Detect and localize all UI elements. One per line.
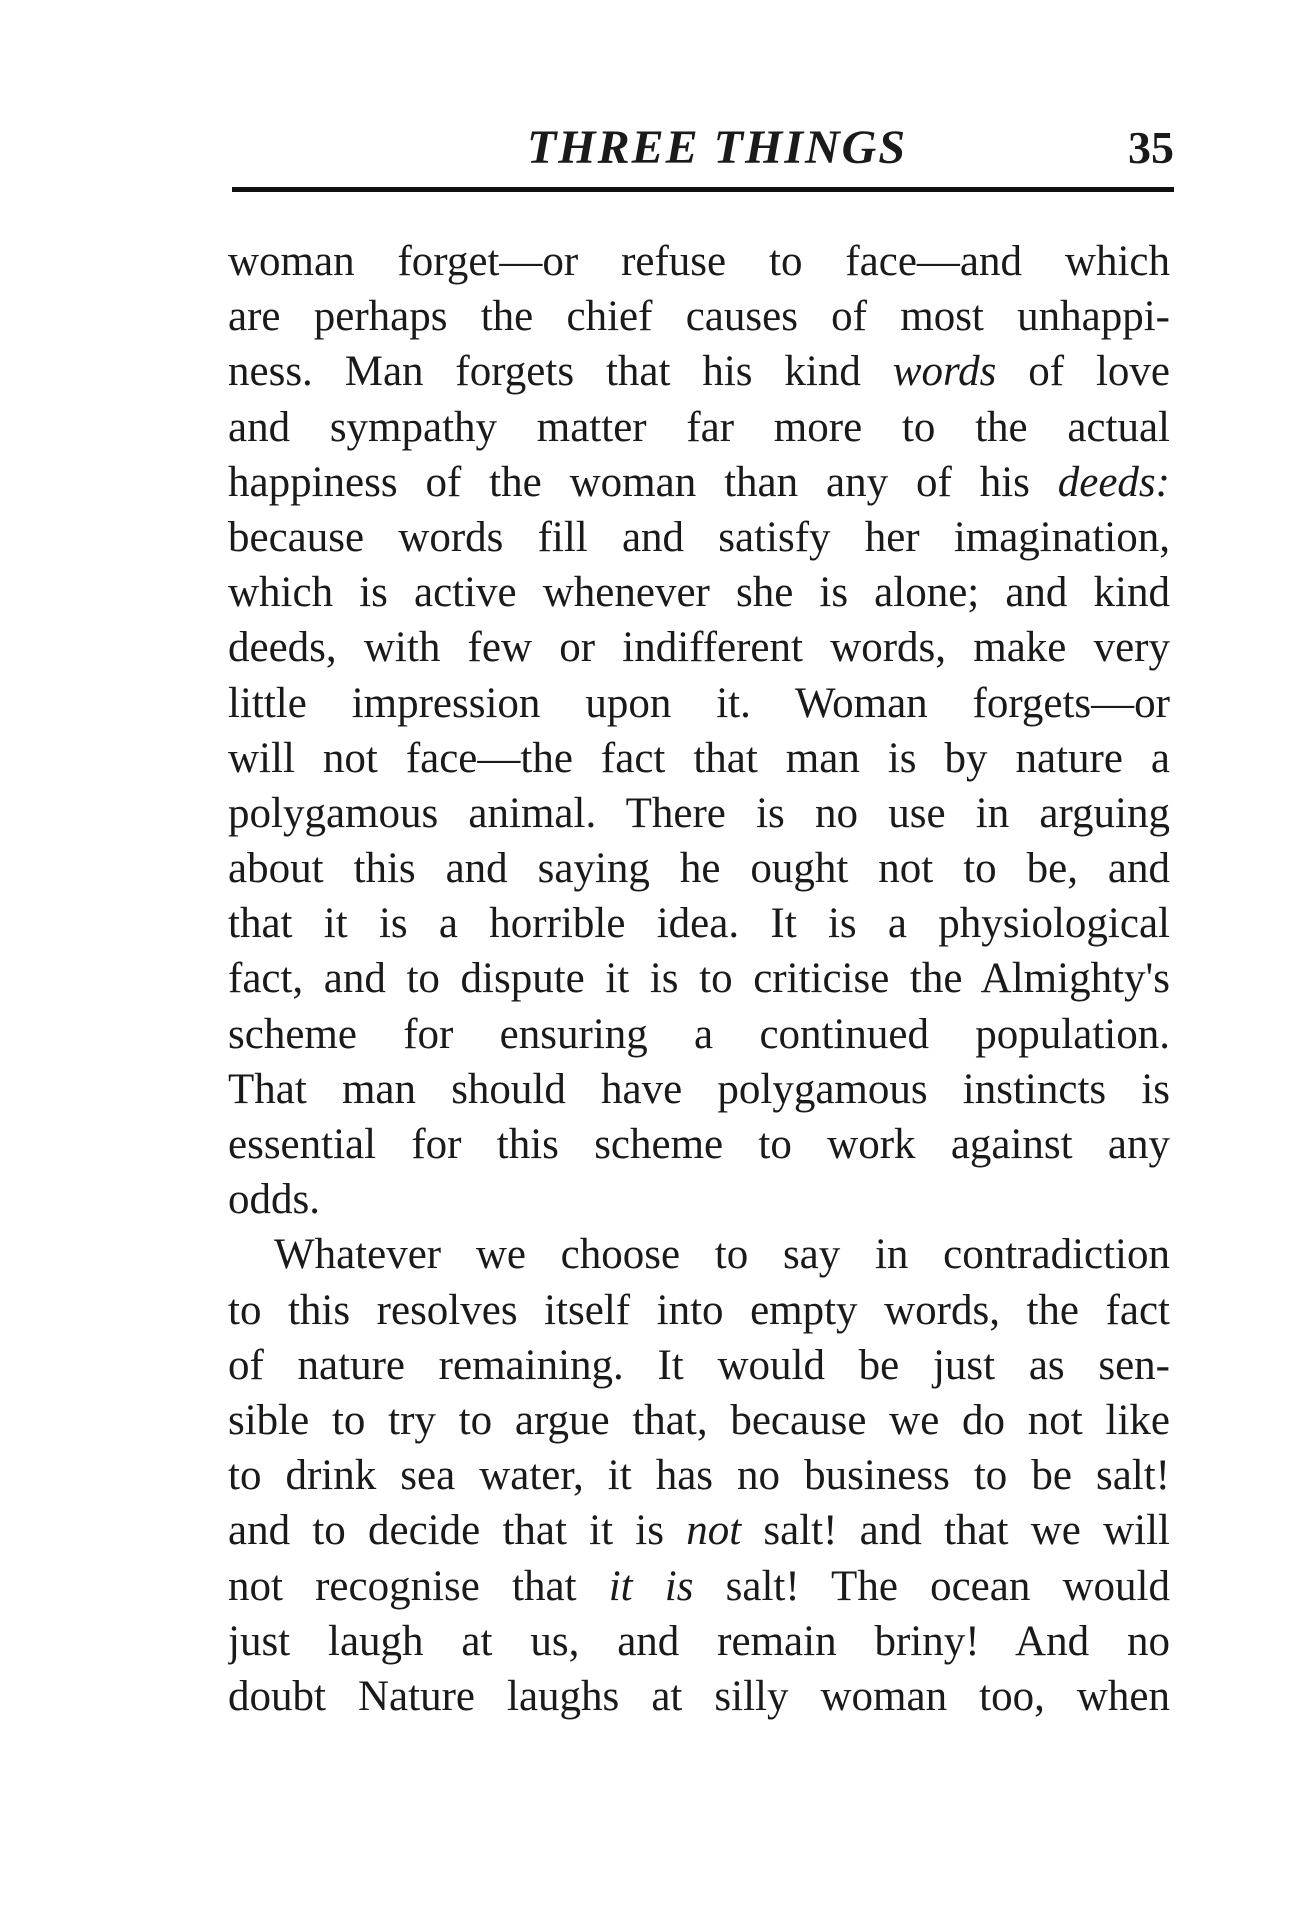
text-line: which is active whenever she is alone; and kind: [228, 569, 1170, 617]
page-number: 35: [1128, 122, 1174, 173]
text-line: That man should have polygamous instincts is: [228, 1065, 1170, 1113]
running-head: [232, 118, 1174, 178]
italic-word: not: [686, 1507, 742, 1555]
text-line: deeds, with few or indifferent words, make very: [228, 624, 1170, 672]
text-line: of nature remaining. It would be just as sen-: [228, 1341, 1170, 1389]
text-line: [228, 344, 1170, 399]
text-run: happiness of the woman than any of his: [228, 458, 1058, 506]
header-rule: [232, 187, 1174, 192]
text-run: of love: [996, 348, 1170, 396]
text-line: fact, and to dispute it is to criticise the Almighty's: [228, 955, 1170, 1003]
text-line: Whatever we choose to say in contradiction: [274, 1231, 1170, 1279]
italic-word: deeds:: [1057, 458, 1170, 506]
text-run: not recognise that: [228, 1562, 609, 1610]
text-run: ness. Man forgets that his kind: [228, 348, 893, 396]
text-line: essential for this scheme to work against any: [228, 1121, 1170, 1168]
italic-word: it is: [608, 1562, 694, 1610]
text-line: [228, 1559, 1170, 1614]
text-line: scheme for ensuring a continued population.: [228, 1010, 1170, 1058]
text-line: [228, 455, 1170, 510]
text-line: sible to try to argue that, because we do not like: [228, 1396, 1170, 1444]
text-line: about this and saying he ought not to be, and: [228, 845, 1170, 893]
text-line: to this resolves itself into empty words, the fact: [228, 1286, 1170, 1334]
text-line: that it is a horrible idea. It is a physiological: [228, 900, 1170, 948]
text-run: salt! The ocean would: [693, 1562, 1170, 1610]
body-text: [228, 234, 1170, 1724]
running-title: THREE THINGS: [526, 121, 908, 174]
text-run: salt! and that we will: [741, 1507, 1170, 1555]
paragraph-1: [228, 234, 1170, 1227]
paragraph-2: [228, 1227, 1170, 1724]
text-line: [228, 1503, 1170, 1558]
text-line: just laugh at us, and remain briny! And no: [228, 1617, 1170, 1665]
text-line: to drink sea water, it has no business to be salt!: [228, 1452, 1170, 1500]
text-line: and sympathy matter far more to the actual: [228, 403, 1170, 451]
text-line: little impression upon it. Woman forgets—or: [228, 679, 1170, 727]
italic-word: words: [892, 348, 997, 396]
text-line: woman forget—or refuse to face—and which: [228, 238, 1170, 285]
text-line: will not face—the fact that man is by nature a: [228, 734, 1170, 782]
text-line: because words fill and satisfy her imagination,: [228, 513, 1170, 561]
text-line: polygamous animal. There is no use in arguing: [228, 789, 1170, 837]
text-line: are perhaps the chief causes of most unhappi-: [228, 293, 1170, 341]
text-line: odds.: [228, 1176, 320, 1224]
text-run: and to decide that it is: [228, 1507, 687, 1555]
text-line: doubt Nature laughs at silly woman too, when: [228, 1672, 1170, 1720]
